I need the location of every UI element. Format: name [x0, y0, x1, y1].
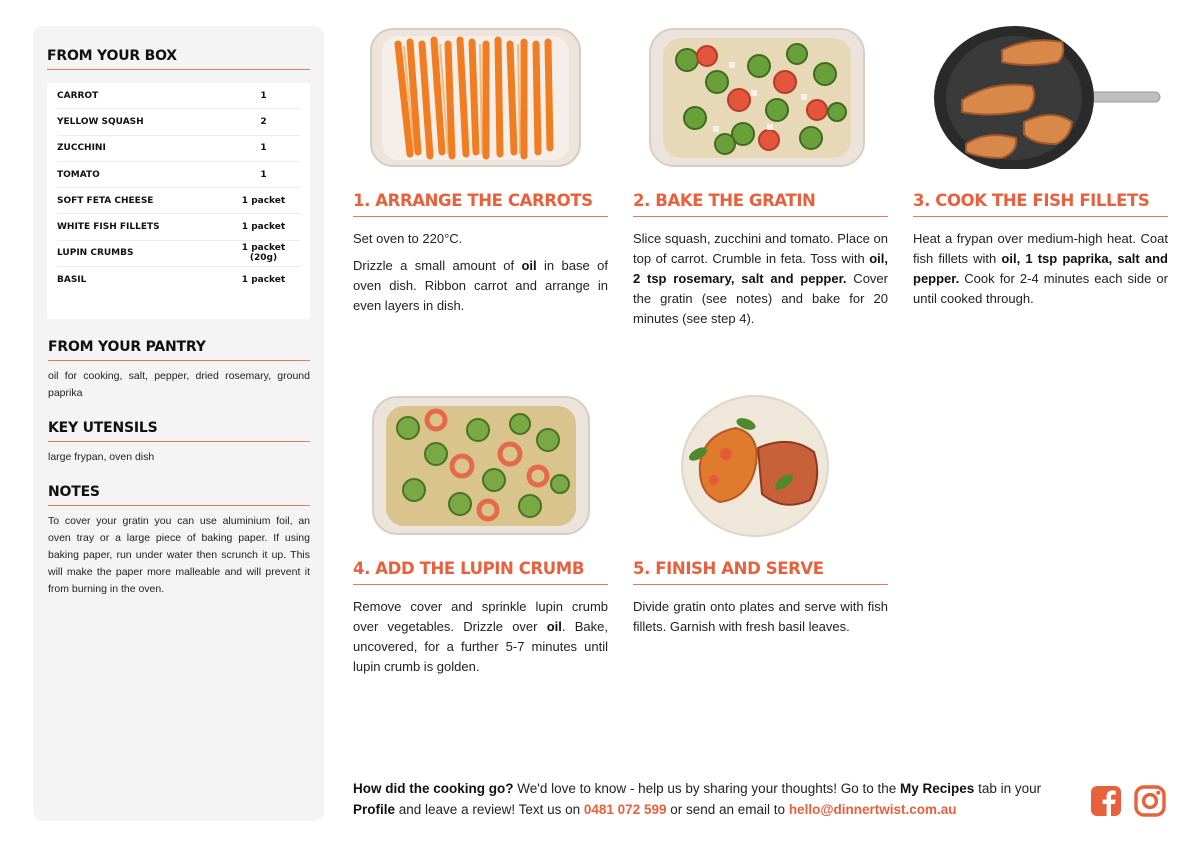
step-1-text-a: Set oven to 220°C. — [353, 231, 463, 246]
text-run: in base of oven dish. Ribbon carrot and arrange in even layers in dish. — [353, 258, 608, 313]
feedback-footer — [353, 778, 1078, 820]
utensils-section — [47, 420, 310, 466]
step-5-body — [633, 597, 888, 637]
table-row — [57, 162, 300, 188]
notes-text: To cover your gratin you can use aluminium foil, an oven tray or a large piece of baking paper. If using baking paper, run under water then scrunch it up. This will make the paper more malleable and will prevent it from burning in the oven. — [48, 515, 310, 595]
text-bold: oil, 2 tsp rosemary, salt and pepper. — [633, 251, 888, 286]
step-2-title: 2. BAKE THE GRATIN — [633, 191, 888, 217]
ingredient-qty: 1 packet (20g) — [241, 243, 286, 264]
table-row — [57, 214, 300, 240]
step-3-title: 3. COOK THE FISH FILLETS — [913, 191, 1168, 217]
from-box-heading: FROM YOUR BOX — [47, 48, 310, 70]
table-row — [57, 83, 300, 109]
table-row — [57, 136, 300, 162]
plated-dish-image — [680, 394, 830, 537]
text-run: Cook for 2-4 minutes each side or until cooked through. — [913, 271, 1168, 306]
gratin-dish-image — [647, 26, 867, 169]
text-run: . Bake, uncovered, for a further 5-7 minutes until lupin crumb is golden. — [353, 619, 608, 674]
step-4-body — [353, 597, 608, 677]
step-1-title: 1. ARRANGE THE CARROTS — [353, 191, 608, 217]
text-bold: oil — [521, 258, 537, 273]
facebook-icon[interactable] — [1090, 785, 1122, 817]
ingredient-qty: 1 packet — [241, 222, 286, 233]
frypan-fish-image — [932, 26, 1162, 169]
text-run: Drizzle a small amount of — [353, 258, 522, 273]
step-2-text — [633, 229, 888, 329]
step-3-text — [913, 229, 1168, 309]
ingredient-qty: 1 — [260, 169, 267, 180]
carrots-dish-image — [368, 26, 583, 169]
step-4-title: 4. ADD THE LUPIN CRUMB — [353, 559, 608, 585]
text-run: We'd love to know - help us by sharing your thoughts! Go to the — [513, 781, 901, 796]
text-bold: oil — [546, 619, 562, 634]
step-5 — [633, 559, 888, 644]
pantry-section — [47, 339, 310, 402]
table-row — [57, 109, 300, 135]
text-run: Remove cover and sprinkle lupin crumb over vegetables. Drizzle over — [353, 599, 608, 634]
ingredient-name: SOFT FETA CHEESE — [57, 195, 154, 206]
step-4-text — [353, 597, 608, 677]
text-run: Slice squash, zucchini and tomato. Place on top of carrot. Crumble in feta. Toss with — [633, 231, 888, 266]
my-recipes-label: My Recipes — [900, 781, 975, 796]
utensils-text: large frypan, oven dish — [48, 451, 155, 463]
text-run: tab in your — [974, 781, 1042, 796]
step-2 — [633, 191, 888, 336]
text-run: Cover the gratin (see notes) and bake for 20 minutes (see step 4). — [633, 271, 888, 326]
text-bold: oil, 1 tsp paprika, salt and pepper. — [913, 251, 1168, 286]
notes-heading: NOTES — [48, 484, 310, 506]
table-row — [57, 241, 300, 267]
ingredients-sidebar — [33, 26, 324, 821]
ingredient-qty: 1 — [260, 143, 267, 154]
step-1-text-b — [353, 256, 608, 316]
profile-label: Profile — [353, 802, 396, 817]
instagram-icon[interactable] — [1134, 785, 1166, 817]
ingredient-qty: 2 — [260, 116, 267, 127]
footer-question: How did the cooking go? — [353, 781, 514, 796]
step-1 — [353, 191, 608, 323]
ingredient-qty: 1 — [260, 90, 267, 101]
phone-number-link[interactable]: 0481 072 599 — [583, 802, 667, 817]
text-run: and leave a review! Text us on — [395, 802, 584, 817]
pantry-heading: FROM YOUR PANTRY — [48, 339, 310, 361]
step-5-title: 5. FINISH AND SERVE — [633, 559, 888, 585]
text-run: Heat a frypan over medium-high heat. Coat fish fillets with — [913, 231, 1168, 266]
utensils-heading: KEY UTENSILS — [48, 420, 310, 442]
email-link[interactable]: hello@dinnertwist.com.au — [788, 802, 957, 817]
step-3 — [913, 191, 1168, 316]
gratin-crumb-image — [370, 394, 592, 537]
ingredient-name: WHITE FISH FILLETS — [57, 222, 160, 233]
table-row — [57, 188, 300, 214]
step-2-body — [633, 229, 888, 329]
ingredient-name: BASIL — [57, 275, 87, 286]
text-run: or send an email to — [666, 802, 789, 817]
step-3-body — [913, 229, 1168, 309]
step-5-text: Divide gratin onto plates and serve with fish fillets. Garnish with fresh basil leaves. — [633, 599, 888, 634]
ingredients-table — [47, 83, 310, 319]
ingredient-name: CARROT — [57, 90, 99, 101]
ingredient-name: LUPIN CRUMBS — [57, 248, 134, 259]
step-1-body — [353, 229, 608, 316]
notes-section — [47, 484, 310, 598]
ingredient-name: YELLOW SQUASH — [57, 116, 144, 127]
pantry-text: oil for cooking, salt, pepper, dried rosemary, ground paprika — [48, 370, 310, 399]
ingredient-qty: 1 packet — [241, 275, 286, 286]
step-4 — [353, 559, 608, 684]
ingredient-name: TOMATO — [57, 169, 100, 180]
table-row — [57, 267, 300, 293]
ingredient-qty: 1 packet — [241, 195, 286, 206]
ingredient-name: ZUCCHINI — [57, 143, 106, 154]
